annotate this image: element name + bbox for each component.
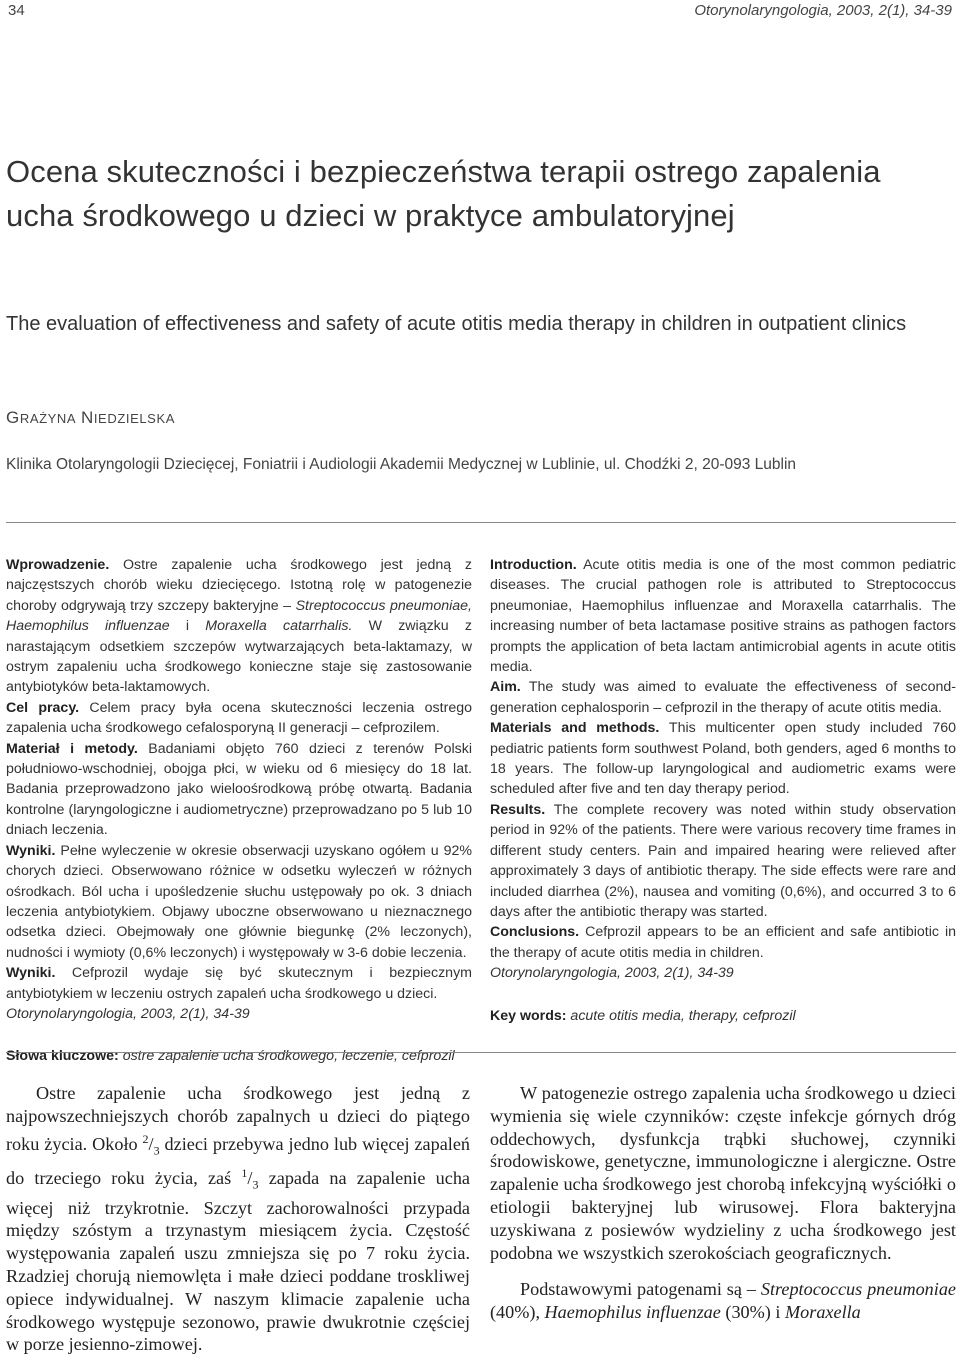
abstract-en-results-text: The complete recovery was noted within study observation period in 92% of the patients. There were various recovery time frames in different study centers. Pain and impaired hearing were relieved after approximately 3 days of antibiotic therapy. The side effects were rare and included diarrhea (2%), nausea and vomiting (0,6%), and occurred 3 to 6 days after the antibiotic therapy was started. [490, 801, 956, 920]
abstract-en-intro-text: Acute otitis media is one of the most common pediatric diseases. The crucial pathogen role is attributed to Streptococcus pneumoniae, Haemophilus influenzae and Moraxella catarrhalis. The increasing number of beta lactamase positive strains as pathogen factors prompts the application of beta lactam antimicrobial agents in acute otitis media. [490, 557, 956, 676]
abstract-pl-results [6, 841, 472, 963]
body-p3-text-b: (40%), [490, 1302, 545, 1323]
fraction-2-denominator: 3 [252, 1177, 259, 1192]
abstract-en-conclusions-label: Conclusions. [490, 924, 580, 941]
divider-top [6, 522, 956, 523]
abstract-en-methods-text: This multicenter open study included 760 pediatric patients form southwest Poland, both genders, aged 6 months to 18 years. The follow-up laryngological and audiometric exams were scheduled after five and ten day therapy period. [490, 720, 957, 798]
abstract-pl-keywords-list: ostre zapalenie ucha środkowego, leczenie, cefprozil [118, 1048, 455, 1065]
running-header-journal: Otorynolaryngologia, 2003, 2(1), 34-39 [694, 2, 952, 19]
abstract-english [490, 555, 956, 1026]
abstract-pl-results-text: Pełne wyleczenie w okresie obserwacji uzyskano ogółem u 92% chorych dzieci. Obserwowano różnice w odsetku wyleczeń w różnych ośrodkach. Ból ucha i upośledzenie słuchu ustępowały po ok. 3 dniach leczenia antybiotykiem. Objawy uboczne obserwowano u nieznacznego odsetka dzieci. Obejmowały one głównie biegunkę (2% leczonych), nudności i wymioty (0,6% leczonych) i występowały w 3-6 dobie leczenia. [6, 842, 472, 961]
fraction-1-numerator: 2 [142, 1131, 149, 1146]
body-text-1: Ostre zapalenie ucha środkowego jest jedną z najpowszechniejszych chorób zapalnych u dzieci do piątego roku życia. Około [6, 1083, 470, 1154]
abstract-en-conclusions-text: Cefprozil appears to be an efficient and safe antibiotic in the therapy of acute otitis media in children. [490, 924, 956, 961]
abstract-en-citation: Otorynolaryngologia, 2003, 2(1), 34-39 [490, 965, 734, 982]
abstract-en-keywords [490, 1006, 956, 1026]
author-first-initial: G [6, 408, 20, 427]
author-first-rest: RAŻYNA [19, 411, 77, 426]
abstract-pl-conclusions-label: Wyniki. [6, 965, 56, 982]
author-name [6, 408, 175, 428]
abstract-pl-aim-text: Celem pracy była ocena skuteczności leczenia ostrego zapalenia ucha środkowego cefalosporyną II generacji – cefprozilem. [6, 699, 472, 737]
author-last-initial: N [80, 408, 94, 427]
abstract-polish [6, 555, 472, 1067]
abstract-pl-citation: Otorynolaryngologia, 2003, 2(1), 34-39 [6, 1005, 250, 1022]
abstract-pl-intro-label: Wprowadzenie. [6, 557, 110, 573]
abstract-pl-conclusions-text: Cefprozil wydaje się być skutecznym i bezpiecznym antybiotykiem w leczeniu ostrych zapaleń ucha środkowego u dzieci. [6, 965, 472, 1002]
abstract-pl-species-1: Streptococcus pneumoniae, Haemophilus influenzae [6, 597, 472, 635]
author-last-rest: IEDZIELSKA [93, 411, 175, 426]
abstract-en-conclusions [490, 922, 956, 963]
abstract-en-aim-label: Aim. [490, 679, 521, 696]
body-text-2: dzieci przebywa jedno lub więcej zapaleń do trzeciego roku życia, zaś [6, 1133, 470, 1189]
abstract-pl-intro-and: i [169, 618, 206, 635]
fraction-one-third: $^1/_3$ [241, 1166, 259, 1192]
abstract-pl-methods-text: Badaniami objęto 760 dzieci z terenów Polski południowo-wschodniej, obojga płci, w wieku od 6 miesięcy do 18 lat. Badania przeprowadzono jako wieloośrodkową próbę otwartą. Badania kontrolne (laryngologiczne i audiometryczne) przeprowadzano po 5 lub 10 dniach leczenia. [6, 740, 472, 839]
body-p3-species-1: Streptococcus pneumoniae [760, 1279, 956, 1300]
abstract-en-aim-text: The study was aimed to evaluate the effectiveness of second-generation cephalosporin – cefprozil in the therapy of acute otitis media. [490, 679, 956, 716]
page-number: 34 [8, 2, 25, 19]
abstract-en-results-label: Results. [490, 801, 546, 818]
fraction-1-denominator: 3 [153, 1143, 160, 1158]
body-column-left [6, 1082, 470, 1356]
body-column-right [490, 1082, 956, 1324]
divider-bottom [6, 1052, 956, 1053]
abstract-pl-methods [6, 739, 472, 841]
abstract-en-keywords-label: Key words: [490, 1007, 567, 1024]
fraction-two-thirds: $^2/_3$ [142, 1131, 160, 1158]
abstract-pl-keywords [6, 1046, 472, 1066]
abstract-en-methods [490, 718, 956, 800]
fraction-2-numerator: 1 [241, 1166, 248, 1181]
body-text-3: zapada na zapalenie ucha więcej niż trzykrotnie. Szczyt zachorowalności przypada między szóstym a trzynastym miesiącem życia. Częstość występowania zapaleń uszu zmniejsza się po 7 roku życia. Rzadziej chorują niemowlęta i małe dzieci poddane troskliwej opiece indywidualnej. W naszym klimacie zapalenie ucha środkowego występuje sezonowo, prawie dwukrotnie częściej w porze jesienno-zimowej. [6, 1168, 470, 1355]
body-paragraph-3 [490, 1278, 956, 1324]
abstract-pl-intro-text-1: Ostre zapalenie ucha środkowego jest jedną z najczęstszych chorób wieku dziecięcego. Istotną rolę w patogenezie choroby odgrywają trzy szczepy bakteryjne – [6, 557, 472, 614]
abstract-pl-intro [6, 555, 472, 698]
abstract-pl-keywords-label: Słowa kluczowe: [6, 1048, 119, 1065]
title-polish: Ocena skuteczności i bezpieczeństwa terapii ostrego zapalenia ucha środkowego u dzieci w praktyce ambulatoryjnej [6, 154, 881, 233]
abstract-pl-conclusions [6, 963, 472, 1004]
body-p3-species-2: Haemophilus influenzae [544, 1302, 721, 1323]
body-p3-text-a: Podstawowymi patogenami są – [520, 1279, 761, 1300]
abstract-en-methods-label: Materials and methods. [490, 720, 660, 737]
abstract-pl-intro-text-2: W związku z narastającym odsetkiem szczepów wytwarzających beta-laktamazy, w ostrym zapaleniu ucha środkowego konieczne staje się zastosowanie antybiotyków beta-laktamowych. [6, 618, 472, 696]
abstract-pl-results-label: Wyniki. [6, 842, 56, 859]
abstract-en-aim [490, 677, 956, 718]
abstract-pl-aim [6, 698, 472, 739]
body-paragraph-2: W patogenezie ostrego zapalenia ucha środkowego u dzieci wymienia się wiele czynników: częste infekcje górnych dróg oddechowych, dysfunkcja trąbki słuchowej, czynniki środowiskowe, genetyczne, immunologiczne i alergiczne. Ostre zapalenie ucha środkowego jest chorobą infekcyjną wyściółki o etiologii bakteryjnej lub wirusowej. Flora bakteryjna uzyskiwana z posiewów wydzieliny z ucha środkowego jest podobna we wszystkich szerokościach geograficznych. [490, 1083, 956, 1263]
abstract-en-results [490, 800, 956, 922]
abstract-pl-species-2: Moraxella catarrhalis. [205, 618, 353, 635]
body-paragraph-1 [6, 1082, 470, 1356]
abstract-en-intro-label: Introduction. [490, 557, 577, 573]
title-english: The evaluation of effectiveness and safety of acute otitis media therapy in children in outpatient clinics [6, 313, 907, 335]
abstract-en-intro [490, 555, 956, 677]
body-p3-species-3: Moraxella [785, 1302, 861, 1323]
abstract-en-keywords-list: acute otitis media, therapy, cefprozil [566, 1007, 796, 1024]
abstract-pl-methods-label: Materiał i metody. [6, 740, 138, 757]
author-affiliation: Klinika Otolaryngologii Dziecięcej, Foniatrii i Audiologii Akademii Medycznej w Lublinie, ul. Chodźki 2, 20-093 Lublin [6, 456, 797, 473]
abstract-pl-aim-label: Cel pracy. [6, 699, 80, 716]
body-p3-text-c: (30%) i [720, 1302, 786, 1323]
